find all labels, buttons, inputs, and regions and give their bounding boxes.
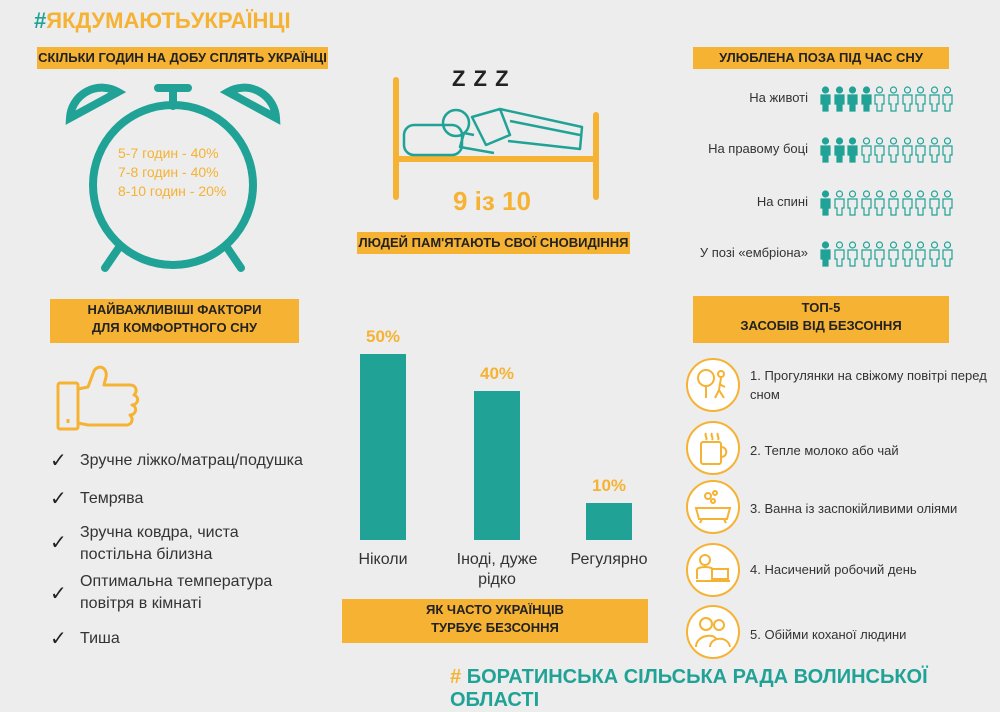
person-outline-icon xyxy=(928,190,941,216)
person-outline-icon xyxy=(928,86,941,112)
factors-title xyxy=(50,299,299,343)
person-outline-icon xyxy=(887,137,900,163)
header-hashtag-text: ЯКДУМАЮТЬУКРАЇНЦІ xyxy=(46,8,291,33)
remedy-text: 1. Прогулянки на свіжому повітрі перед сном xyxy=(750,368,987,402)
remedies-title xyxy=(693,296,949,343)
checkmark-icon: ✓ xyxy=(50,450,67,472)
person-outline-icon xyxy=(873,190,886,216)
person-outline-icon xyxy=(941,86,954,112)
person-outline-icon xyxy=(901,86,914,112)
person-outline-icon xyxy=(860,190,873,216)
factor-item-text: Оптимальна температура повітря в кімнаті xyxy=(80,573,273,612)
chart-title xyxy=(342,599,648,643)
pose-label: На животі xyxy=(749,90,808,105)
checkmark-icon: ✓ xyxy=(50,488,67,510)
pose-label: На спині xyxy=(756,194,808,209)
header-hashtag xyxy=(34,8,291,34)
remedies-title-line2: ЗАСОБІВ ВІД БЕЗСОННЯ xyxy=(740,318,902,333)
person-outline-icon xyxy=(928,241,941,267)
chart-bar xyxy=(474,391,520,540)
person-outline-icon xyxy=(887,86,900,112)
cup-icon xyxy=(686,421,740,475)
chart-category-label: Ніколи xyxy=(358,551,408,568)
person-outline-icon xyxy=(873,137,886,163)
person-outline-icon xyxy=(860,241,873,267)
person-outline-icon xyxy=(901,241,914,267)
footer-text: БОРАТИНСЬКА СІЛЬСЬКА РАДА ВОЛИНСЬКОЇ ОБЛАСТІ xyxy=(450,666,928,711)
factor-item-text: Тиша xyxy=(80,630,120,647)
chart-title-line1: ЯК ЧАСТО УКРАЇНЦІВ xyxy=(426,602,564,617)
remedies-title-line1: ТОП-5 xyxy=(801,300,841,315)
sleep-hours-line: 7-8 годин - 40% xyxy=(118,164,219,180)
chart-value-label: 10% xyxy=(591,475,627,495)
factor-item-text: Зручне ліжко/матрац/подушка xyxy=(80,452,303,469)
chart-bar xyxy=(586,503,632,540)
person-outline-icon xyxy=(914,190,927,216)
walk-icon xyxy=(686,358,740,412)
sleep-hours-line: 5-7 годин - 40% xyxy=(118,145,219,161)
person-outline-icon xyxy=(914,137,927,163)
person-outline-icon xyxy=(846,190,859,216)
zzz-text: Z Z Z xyxy=(452,66,510,91)
person-outline-icon xyxy=(860,137,873,163)
bath-icon xyxy=(686,480,740,534)
person-outline-icon xyxy=(833,241,846,267)
person-outline-icon xyxy=(914,86,927,112)
person-filled-icon xyxy=(846,86,859,112)
person-outline-icon xyxy=(941,190,954,216)
person-filled-icon xyxy=(819,137,832,163)
remedy-text: 2. Тепле молоко або чай xyxy=(750,443,899,458)
checkmark-icon: ✓ xyxy=(50,583,67,605)
person-outline-icon xyxy=(941,137,954,163)
person-outline-icon xyxy=(873,86,886,112)
person-outline-icon xyxy=(928,137,941,163)
person-filled-icon xyxy=(819,86,832,112)
person-outline-icon xyxy=(941,241,954,267)
remedy-text: 4. Насичений робочий день xyxy=(750,562,917,577)
header-hash-symbol: # xyxy=(34,8,47,33)
dreams-stat: 9 із 10 xyxy=(453,186,531,216)
laptop-icon xyxy=(686,543,740,597)
chart-title-line2: ТУРБУЄ БЕЗСОННЯ xyxy=(431,620,559,635)
hug-icon xyxy=(686,605,740,659)
factors-title-line1: НАЙВАЖЛИВІШІ ФАКТОРИ xyxy=(87,302,262,317)
chart-value-label: 50% xyxy=(365,327,401,346)
person-outline-icon xyxy=(873,241,886,267)
chart-value-label: 40% xyxy=(479,364,515,384)
factors-title-line2: ДЛЯ КОМФОРТНОГО СНУ xyxy=(91,320,258,335)
factor-item-text: Зручна ковдра, чиста постільна білизна xyxy=(80,524,239,563)
person-outline-icon xyxy=(901,137,914,163)
person-filled-icon xyxy=(846,137,859,163)
pose-label: На правому боці xyxy=(708,141,808,156)
person-outline-icon xyxy=(914,241,927,267)
chart-category-label: Регулярно xyxy=(570,551,648,568)
chart-category-label: Іноді, дуже рідко xyxy=(456,551,538,588)
poses-title: УЛЮБЛЕНА ПОЗА ПІД ЧАС СНУ xyxy=(693,47,949,69)
checkmark-icon: ✓ xyxy=(50,532,67,554)
sleep-hours-list xyxy=(118,144,258,201)
remedy-text: 5. Обійми коханої людини xyxy=(750,627,907,642)
sleep-hours-line: 8-10 годин - 20% xyxy=(118,183,227,199)
remedy-text: 3. Ванна із заспокійливими оліями xyxy=(750,501,958,516)
chart-bar xyxy=(360,354,406,540)
person-filled-icon xyxy=(819,190,832,216)
person-outline-icon xyxy=(887,190,900,216)
footer-hashtag xyxy=(450,666,1000,712)
person-filled-icon xyxy=(833,86,846,112)
person-outline-icon xyxy=(846,241,859,267)
person-filled-icon xyxy=(860,86,873,112)
person-outline-icon xyxy=(901,190,914,216)
person-outline-icon xyxy=(887,241,900,267)
checkmark-icon: ✓ xyxy=(50,628,67,650)
sleep-hours-title: СКІЛЬКИ ГОДИН НА ДОБУ СПЛЯТЬ УКРАЇНЦІ xyxy=(37,47,328,69)
person-outline-icon xyxy=(833,190,846,216)
pose-label: У позі «ембріона» xyxy=(699,245,808,260)
person-filled-icon xyxy=(819,241,832,267)
dreams-label: ЛЮДЕЙ ПАМ'ЯТАЮТЬ СВОЇ СНОВИДІННЯ xyxy=(357,232,630,254)
footer-hash-symbol: # xyxy=(450,666,462,688)
factor-item-text: Темрява xyxy=(80,490,144,507)
thumbs-up-icon xyxy=(54,365,144,435)
person-filled-icon xyxy=(833,137,846,163)
